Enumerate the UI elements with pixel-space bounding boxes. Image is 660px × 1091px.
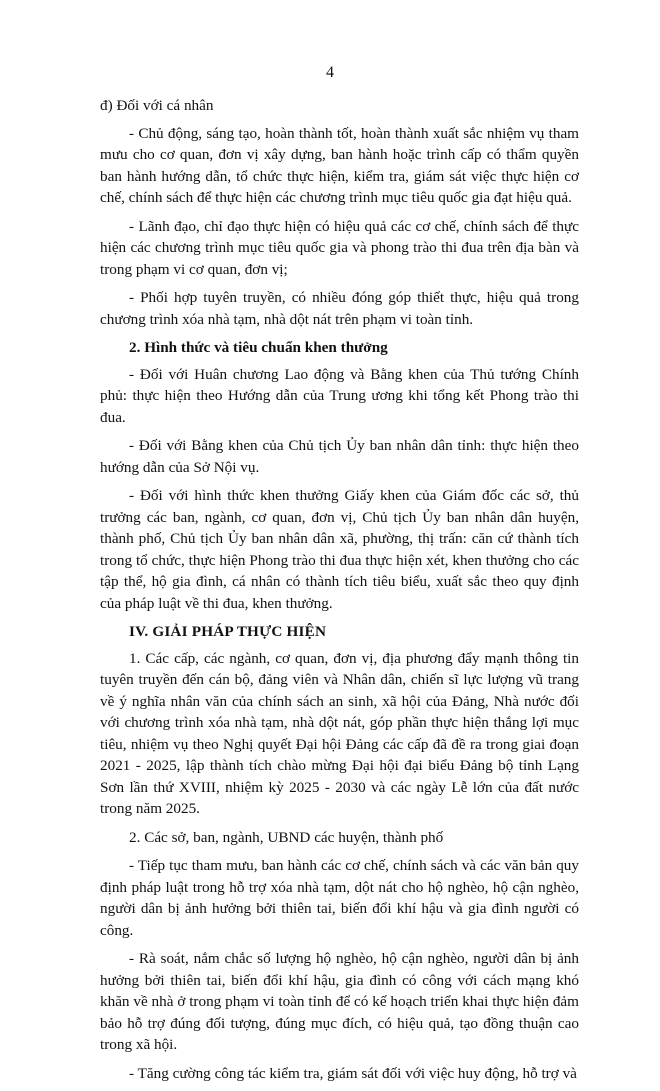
- paragraph: - Rà soát, nắm chắc số lượng hộ nghèo, hộ cận nghèo, người dân bị ảnh hưởng bởi thiên tai, biến đổi khí hậu, gia đình có công với cách mạng khó khăn về nhà ở trong phạm vi toàn tỉnh để có kế hoạch triển khai thực hiện đảm bảo hỗ trợ đúng đối tượng, đúng mục đích, có hiệu quả, tạo đồng thuận cao trong xã hội.: [100, 950, 579, 1053]
- forms-heading: 2. Hình thức và tiêu chuẩn khen thưởng: [129, 339, 388, 356]
- paragraph: - Đối với Bằng khen của Chủ tịch Ủy ban nhân dân tỉnh: thực hiện theo hướng dẫn của Sở Nội vụ.: [100, 437, 579, 476]
- paragraph: 1. Các cấp, các ngành, cơ quan, đơn vị, địa phương đẩy mạnh thông tin tuyên truyền đến cán bộ, đảng viên và Nhân dân, chiến sĩ lực lượng vũ trang về ý nghĩa nhân văn của chính sách an sinh, xã hội của Đảng, Nhà nước đối với chương trình xóa nhà tạm, nhà dột nát, góp phần thực hiện thắng lợi mục tiêu, nhiệm vụ theo Nghị quyết Đại hội Đảng các cấp đã đề ra trong giai đoạn 2021 - 2025, lập thành tích chào mừng Đại hội đại biểu Đảng bộ tỉnh Lạng Sơn lần thứ XVIII, nhiệm kỳ 2025 - 2030 và các ngày Lễ lớn của đất nước trong năm 2025.: [100, 649, 579, 817]
- solutions-heading: IV. GIẢI PHÁP THỰC HIỆN: [129, 623, 327, 640]
- document-body: [100, 95, 579, 1091]
- paragraph: - Lãnh đạo, chỉ đạo thực hiện có hiệu quả các cơ chế, chính sách để thực hiện các chương trình mục tiêu quốc gia và phong trào thi đua trên địa bàn và trong phạm vi cơ quan, đơn vị;: [100, 217, 579, 278]
- paragraph: 2. Các sở, ban, ngành, UBND các huyện, thành phố: [129, 828, 444, 846]
- paragraph: - Phối hợp tuyên truyền, có nhiều đóng góp thiết thực, hiệu quả trong chương trình xóa nhà tạm, nhà dột nát trên phạm vi toàn tỉnh.: [100, 289, 579, 328]
- paragraph: - Tiếp tục tham mưu, ban hành các cơ chế, chính sách và các văn bản quy định pháp luật trong hỗ trợ xóa nhà tạm, dột nát cho hộ nghèo, hộ cận nghèo, người dân bị ảnh hưởng bởi thiên tai, biến đổi khí hậu và gia đình người có công.: [100, 857, 579, 939]
- individuals-heading: đ) Đối với cá nhân: [100, 97, 214, 114]
- paragraph: - Tăng cường công tác kiểm tra, giám sát đối với việc huy động, hỗ trợ và: [129, 1064, 577, 1082]
- paragraph: - Đối với hình thức khen thưởng Giấy khen của Giám đốc các sở, thủ trưởng các ban, ngành, cơ quan, đơn vị, Chủ tịch Ủy ban nhân dân huyện, thành phố, Chủ tịch Ủy ban nhân dân xã, phường, thị trấn: căn cứ thành tích trong tổ chức, thực hiện Phong trào thi đua thực hiện xét, khen thưởng cho các tập thể, hộ gia đình, cá nhân có thành tích tiêu biểu, xuất sắc theo quy định của pháp luật về thi đua, khen thưởng.: [100, 487, 579, 612]
- paragraph: - Đối với Huân chương Lao động và Bằng khen của Thủ tướng Chính phủ: thực hiện theo Hướng dẫn của Trung ương khi tổng kết Phong trào thi đua.: [100, 365, 579, 426]
- paragraph: - Chủ động, sáng tạo, hoàn thành tốt, hoàn thành xuất sắc nhiệm vụ tham mưu cho cơ quan, đơn vị xây dựng, ban hành hoặc trình cấp có thẩm quyền ban hành hướng dẫn, tổ chức thực hiện, kiểm tra, giám sát việc thực hiện cơ chế, chính sách để thực hiện các chương trình mục tiêu quốc gia đạt hiệu quả.: [100, 124, 579, 206]
- page-number: 4: [326, 64, 334, 81]
